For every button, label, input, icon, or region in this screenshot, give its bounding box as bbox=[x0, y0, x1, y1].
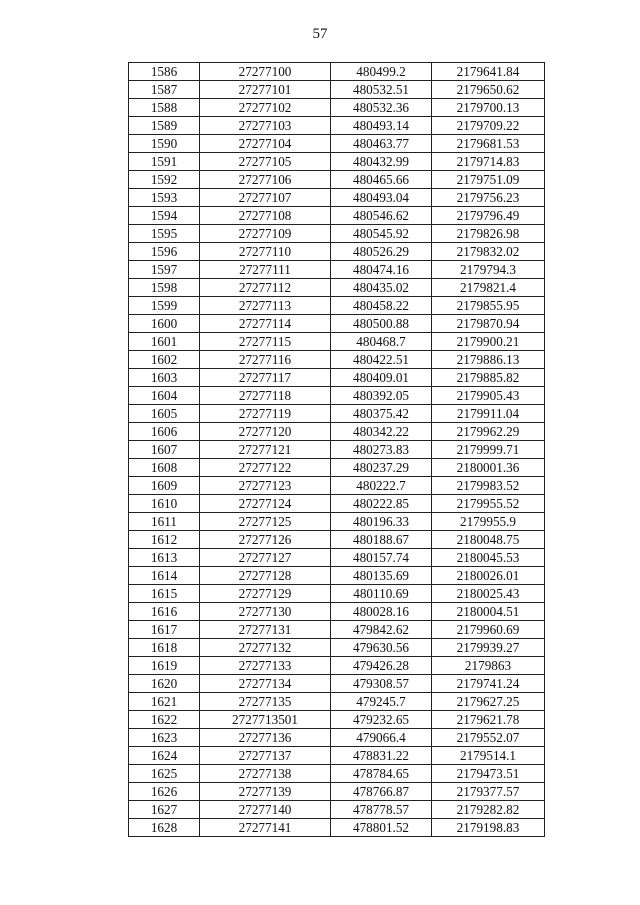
point-id-cell: 27277101 bbox=[200, 81, 331, 99]
y-coordinate-cell: 2179641.84 bbox=[432, 63, 545, 81]
y-coordinate-cell: 2180025.43 bbox=[432, 585, 545, 603]
row-index-cell: 1622 bbox=[129, 711, 200, 729]
x-coordinate-cell: 480375.42 bbox=[331, 405, 432, 423]
row-index-cell: 1603 bbox=[129, 369, 200, 387]
y-coordinate-cell: 2179473.51 bbox=[432, 765, 545, 783]
x-coordinate-cell: 480545.92 bbox=[331, 225, 432, 243]
point-id-cell: 27277114 bbox=[200, 315, 331, 333]
point-id-cell: 27277138 bbox=[200, 765, 331, 783]
point-id-cell: 27277106 bbox=[200, 171, 331, 189]
x-coordinate-cell: 478778.57 bbox=[331, 801, 432, 819]
table-row bbox=[129, 405, 545, 423]
point-id-cell: 27277105 bbox=[200, 153, 331, 171]
row-index-cell: 1593 bbox=[129, 189, 200, 207]
row-index-cell: 1602 bbox=[129, 351, 200, 369]
point-id-cell: 27277128 bbox=[200, 567, 331, 585]
row-index-cell: 1591 bbox=[129, 153, 200, 171]
x-coordinate-cell: 479842.62 bbox=[331, 621, 432, 639]
point-id-cell: 27277100 bbox=[200, 63, 331, 81]
point-id-cell: 27277108 bbox=[200, 207, 331, 225]
x-coordinate-cell: 480188.67 bbox=[331, 531, 432, 549]
page-number: 57 bbox=[312, 26, 328, 42]
table-row bbox=[129, 729, 545, 747]
row-index-cell: 1618 bbox=[129, 639, 200, 657]
table-row bbox=[129, 189, 545, 207]
x-coordinate-cell: 480532.36 bbox=[331, 99, 432, 117]
x-coordinate-cell: 480500.88 bbox=[331, 315, 432, 333]
point-id-cell: 27277123 bbox=[200, 477, 331, 495]
table-row bbox=[129, 351, 545, 369]
row-index-cell: 1587 bbox=[129, 81, 200, 99]
point-id-cell: 27277103 bbox=[200, 117, 331, 135]
x-coordinate-cell: 478801.52 bbox=[331, 819, 432, 837]
y-coordinate-cell: 2179794.3 bbox=[432, 261, 545, 279]
table-row bbox=[129, 135, 545, 153]
point-id-cell: 27277120 bbox=[200, 423, 331, 441]
y-coordinate-cell: 2179900.21 bbox=[432, 333, 545, 351]
x-coordinate-cell: 480468.7 bbox=[331, 333, 432, 351]
point-id-cell: 27277119 bbox=[200, 405, 331, 423]
row-index-cell: 1597 bbox=[129, 261, 200, 279]
table-row bbox=[129, 171, 545, 189]
table-row bbox=[129, 387, 545, 405]
row-index-cell: 1592 bbox=[129, 171, 200, 189]
x-coordinate-cell: 480028.16 bbox=[331, 603, 432, 621]
y-coordinate-cell: 2179905.43 bbox=[432, 387, 545, 405]
row-index-cell: 1624 bbox=[129, 747, 200, 765]
row-index-cell: 1601 bbox=[129, 333, 200, 351]
x-coordinate-cell: 480157.74 bbox=[331, 549, 432, 567]
x-coordinate-cell: 478766.87 bbox=[331, 783, 432, 801]
point-id-cell: 27277118 bbox=[200, 387, 331, 405]
row-index-cell: 1607 bbox=[129, 441, 200, 459]
point-id-cell: 27277116 bbox=[200, 351, 331, 369]
x-coordinate-cell: 480110.69 bbox=[331, 585, 432, 603]
x-coordinate-cell: 479245.7 bbox=[331, 693, 432, 711]
row-index-cell: 1600 bbox=[129, 315, 200, 333]
table-row bbox=[129, 117, 545, 135]
y-coordinate-cell: 2179514.1 bbox=[432, 747, 545, 765]
table-row bbox=[129, 261, 545, 279]
point-id-cell: 27277121 bbox=[200, 441, 331, 459]
table-row bbox=[129, 783, 545, 801]
x-coordinate-cell: 480237.29 bbox=[331, 459, 432, 477]
table-body bbox=[129, 63, 545, 837]
coordinates-table bbox=[128, 62, 545, 837]
row-index-cell: 1595 bbox=[129, 225, 200, 243]
point-id-cell: 27277131 bbox=[200, 621, 331, 639]
point-id-cell: 27277117 bbox=[200, 369, 331, 387]
y-coordinate-cell: 2179962.29 bbox=[432, 423, 545, 441]
table-row bbox=[129, 63, 545, 81]
point-id-cell: 27277113 bbox=[200, 297, 331, 315]
y-coordinate-cell: 2179955.52 bbox=[432, 495, 545, 513]
y-coordinate-cell: 2179999.71 bbox=[432, 441, 545, 459]
point-id-cell: 27277124 bbox=[200, 495, 331, 513]
y-coordinate-cell: 2179855.95 bbox=[432, 297, 545, 315]
row-index-cell: 1628 bbox=[129, 819, 200, 837]
x-coordinate-cell: 480526.29 bbox=[331, 243, 432, 261]
table-row bbox=[129, 207, 545, 225]
y-coordinate-cell: 2180004.51 bbox=[432, 603, 545, 621]
y-coordinate-cell: 2179741.24 bbox=[432, 675, 545, 693]
y-coordinate-cell: 2179939.27 bbox=[432, 639, 545, 657]
y-coordinate-cell: 2179552.07 bbox=[432, 729, 545, 747]
y-coordinate-cell: 2179983.52 bbox=[432, 477, 545, 495]
x-coordinate-cell: 480432.99 bbox=[331, 153, 432, 171]
y-coordinate-cell: 2179756.23 bbox=[432, 189, 545, 207]
point-id-cell: 27277137 bbox=[200, 747, 331, 765]
y-coordinate-cell: 2179377.57 bbox=[432, 783, 545, 801]
point-id-cell: 27277136 bbox=[200, 729, 331, 747]
point-id-cell: 27277107 bbox=[200, 189, 331, 207]
x-coordinate-cell: 480422.51 bbox=[331, 351, 432, 369]
y-coordinate-cell: 2179955.9 bbox=[432, 513, 545, 531]
point-id-cell: 27277135 bbox=[200, 693, 331, 711]
row-index-cell: 1590 bbox=[129, 135, 200, 153]
table-row bbox=[129, 801, 545, 819]
y-coordinate-cell: 2180048.75 bbox=[432, 531, 545, 549]
x-coordinate-cell: 480474.16 bbox=[331, 261, 432, 279]
table-row bbox=[129, 621, 545, 639]
x-coordinate-cell: 479066.4 bbox=[331, 729, 432, 747]
point-id-cell: 27277112 bbox=[200, 279, 331, 297]
table-row bbox=[129, 81, 545, 99]
row-index-cell: 1594 bbox=[129, 207, 200, 225]
x-coordinate-cell: 480532.51 bbox=[331, 81, 432, 99]
table-row bbox=[129, 153, 545, 171]
table-row bbox=[129, 441, 545, 459]
table-row bbox=[129, 603, 545, 621]
y-coordinate-cell: 2179796.49 bbox=[432, 207, 545, 225]
point-id-cell: 27277102 bbox=[200, 99, 331, 117]
row-index-cell: 1589 bbox=[129, 117, 200, 135]
row-index-cell: 1604 bbox=[129, 387, 200, 405]
y-coordinate-cell: 2179826.98 bbox=[432, 225, 545, 243]
row-index-cell: 1609 bbox=[129, 477, 200, 495]
y-coordinate-cell: 2179714.83 bbox=[432, 153, 545, 171]
table-row bbox=[129, 693, 545, 711]
x-coordinate-cell: 479232.65 bbox=[331, 711, 432, 729]
y-coordinate-cell: 2179751.09 bbox=[432, 171, 545, 189]
point-id-cell: 27277139 bbox=[200, 783, 331, 801]
y-coordinate-cell: 2179198.83 bbox=[432, 819, 545, 837]
point-id-cell: 27277122 bbox=[200, 459, 331, 477]
row-index-cell: 1615 bbox=[129, 585, 200, 603]
y-coordinate-cell: 2179832.02 bbox=[432, 243, 545, 261]
table-row bbox=[129, 711, 545, 729]
row-index-cell: 1621 bbox=[129, 693, 200, 711]
row-index-cell: 1619 bbox=[129, 657, 200, 675]
y-coordinate-cell: 2180026.01 bbox=[432, 567, 545, 585]
point-id-cell: 27277133 bbox=[200, 657, 331, 675]
x-coordinate-cell: 480135.69 bbox=[331, 567, 432, 585]
point-id-cell: 27277129 bbox=[200, 585, 331, 603]
x-coordinate-cell: 478784.65 bbox=[331, 765, 432, 783]
row-index-cell: 1586 bbox=[129, 63, 200, 81]
table-row bbox=[129, 657, 545, 675]
y-coordinate-cell: 2180045.53 bbox=[432, 549, 545, 567]
point-id-cell: 27277141 bbox=[200, 819, 331, 837]
table-row bbox=[129, 585, 545, 603]
x-coordinate-cell: 480493.14 bbox=[331, 117, 432, 135]
x-coordinate-cell: 480196.33 bbox=[331, 513, 432, 531]
row-index-cell: 1614 bbox=[129, 567, 200, 585]
table-row bbox=[129, 279, 545, 297]
x-coordinate-cell: 480458.22 bbox=[331, 297, 432, 315]
table-row bbox=[129, 747, 545, 765]
table-row bbox=[129, 549, 545, 567]
x-coordinate-cell: 480463.77 bbox=[331, 135, 432, 153]
row-index-cell: 1612 bbox=[129, 531, 200, 549]
table-row bbox=[129, 531, 545, 549]
x-coordinate-cell: 480465.66 bbox=[331, 171, 432, 189]
x-coordinate-cell: 480546.62 bbox=[331, 207, 432, 225]
row-index-cell: 1625 bbox=[129, 765, 200, 783]
row-index-cell: 1616 bbox=[129, 603, 200, 621]
table-row bbox=[129, 99, 545, 117]
point-id-cell: 27277132 bbox=[200, 639, 331, 657]
row-index-cell: 1620 bbox=[129, 675, 200, 693]
x-coordinate-cell: 480409.01 bbox=[331, 369, 432, 387]
row-index-cell: 1611 bbox=[129, 513, 200, 531]
x-coordinate-cell: 479630.56 bbox=[331, 639, 432, 657]
row-index-cell: 1606 bbox=[129, 423, 200, 441]
point-id-cell: 27277115 bbox=[200, 333, 331, 351]
point-id-cell: 2727713501 bbox=[200, 711, 331, 729]
x-coordinate-cell: 480499.2 bbox=[331, 63, 432, 81]
row-index-cell: 1598 bbox=[129, 279, 200, 297]
y-coordinate-cell: 2179885.82 bbox=[432, 369, 545, 387]
x-coordinate-cell: 480493.04 bbox=[331, 189, 432, 207]
x-coordinate-cell: 480342.22 bbox=[331, 423, 432, 441]
point-id-cell: 27277110 bbox=[200, 243, 331, 261]
y-coordinate-cell: 2179886.13 bbox=[432, 351, 545, 369]
y-coordinate-cell: 2179960.69 bbox=[432, 621, 545, 639]
point-id-cell: 27277126 bbox=[200, 531, 331, 549]
y-coordinate-cell: 2179621.78 bbox=[432, 711, 545, 729]
y-coordinate-cell: 2179709.22 bbox=[432, 117, 545, 135]
point-id-cell: 27277127 bbox=[200, 549, 331, 567]
x-coordinate-cell: 480273.83 bbox=[331, 441, 432, 459]
y-coordinate-cell: 2179627.25 bbox=[432, 693, 545, 711]
table-row bbox=[129, 423, 545, 441]
table-row bbox=[129, 495, 545, 513]
y-coordinate-cell: 2179681.53 bbox=[432, 135, 545, 153]
row-index-cell: 1613 bbox=[129, 549, 200, 567]
table-row bbox=[129, 243, 545, 261]
row-index-cell: 1596 bbox=[129, 243, 200, 261]
point-id-cell: 27277140 bbox=[200, 801, 331, 819]
table-row bbox=[129, 333, 545, 351]
table-row bbox=[129, 315, 545, 333]
table-row bbox=[129, 297, 545, 315]
table-row bbox=[129, 639, 545, 657]
x-coordinate-cell: 480222.85 bbox=[331, 495, 432, 513]
y-coordinate-cell: 2179650.62 bbox=[432, 81, 545, 99]
x-coordinate-cell: 479308.57 bbox=[331, 675, 432, 693]
table-row bbox=[129, 675, 545, 693]
x-coordinate-cell: 480435.02 bbox=[331, 279, 432, 297]
row-index-cell: 1605 bbox=[129, 405, 200, 423]
y-coordinate-cell: 2179870.94 bbox=[432, 315, 545, 333]
point-id-cell: 27277125 bbox=[200, 513, 331, 531]
y-coordinate-cell: 2179821.4 bbox=[432, 279, 545, 297]
table-row bbox=[129, 513, 545, 531]
x-coordinate-cell: 480392.05 bbox=[331, 387, 432, 405]
y-coordinate-cell: 2179700.13 bbox=[432, 99, 545, 117]
y-coordinate-cell: 2179863 bbox=[432, 657, 545, 675]
x-coordinate-cell: 478831.22 bbox=[331, 747, 432, 765]
table-row bbox=[129, 765, 545, 783]
point-id-cell: 27277104 bbox=[200, 135, 331, 153]
row-index-cell: 1599 bbox=[129, 297, 200, 315]
x-coordinate-cell: 480222.7 bbox=[331, 477, 432, 495]
table-row bbox=[129, 459, 545, 477]
point-id-cell: 27277134 bbox=[200, 675, 331, 693]
y-coordinate-cell: 2179282.82 bbox=[432, 801, 545, 819]
row-index-cell: 1627 bbox=[129, 801, 200, 819]
table-row bbox=[129, 225, 545, 243]
table-row bbox=[129, 819, 545, 837]
table-row bbox=[129, 567, 545, 585]
y-coordinate-cell: 2180001.36 bbox=[432, 459, 545, 477]
row-index-cell: 1617 bbox=[129, 621, 200, 639]
point-id-cell: 27277111 bbox=[200, 261, 331, 279]
row-index-cell: 1626 bbox=[129, 783, 200, 801]
row-index-cell: 1610 bbox=[129, 495, 200, 513]
y-coordinate-cell: 2179911.04 bbox=[432, 405, 545, 423]
table-row bbox=[129, 477, 545, 495]
point-id-cell: 27277109 bbox=[200, 225, 331, 243]
row-index-cell: 1608 bbox=[129, 459, 200, 477]
x-coordinate-cell: 479426.28 bbox=[331, 657, 432, 675]
row-index-cell: 1623 bbox=[129, 729, 200, 747]
row-index-cell: 1588 bbox=[129, 99, 200, 117]
table-row bbox=[129, 369, 545, 387]
point-id-cell: 27277130 bbox=[200, 603, 331, 621]
